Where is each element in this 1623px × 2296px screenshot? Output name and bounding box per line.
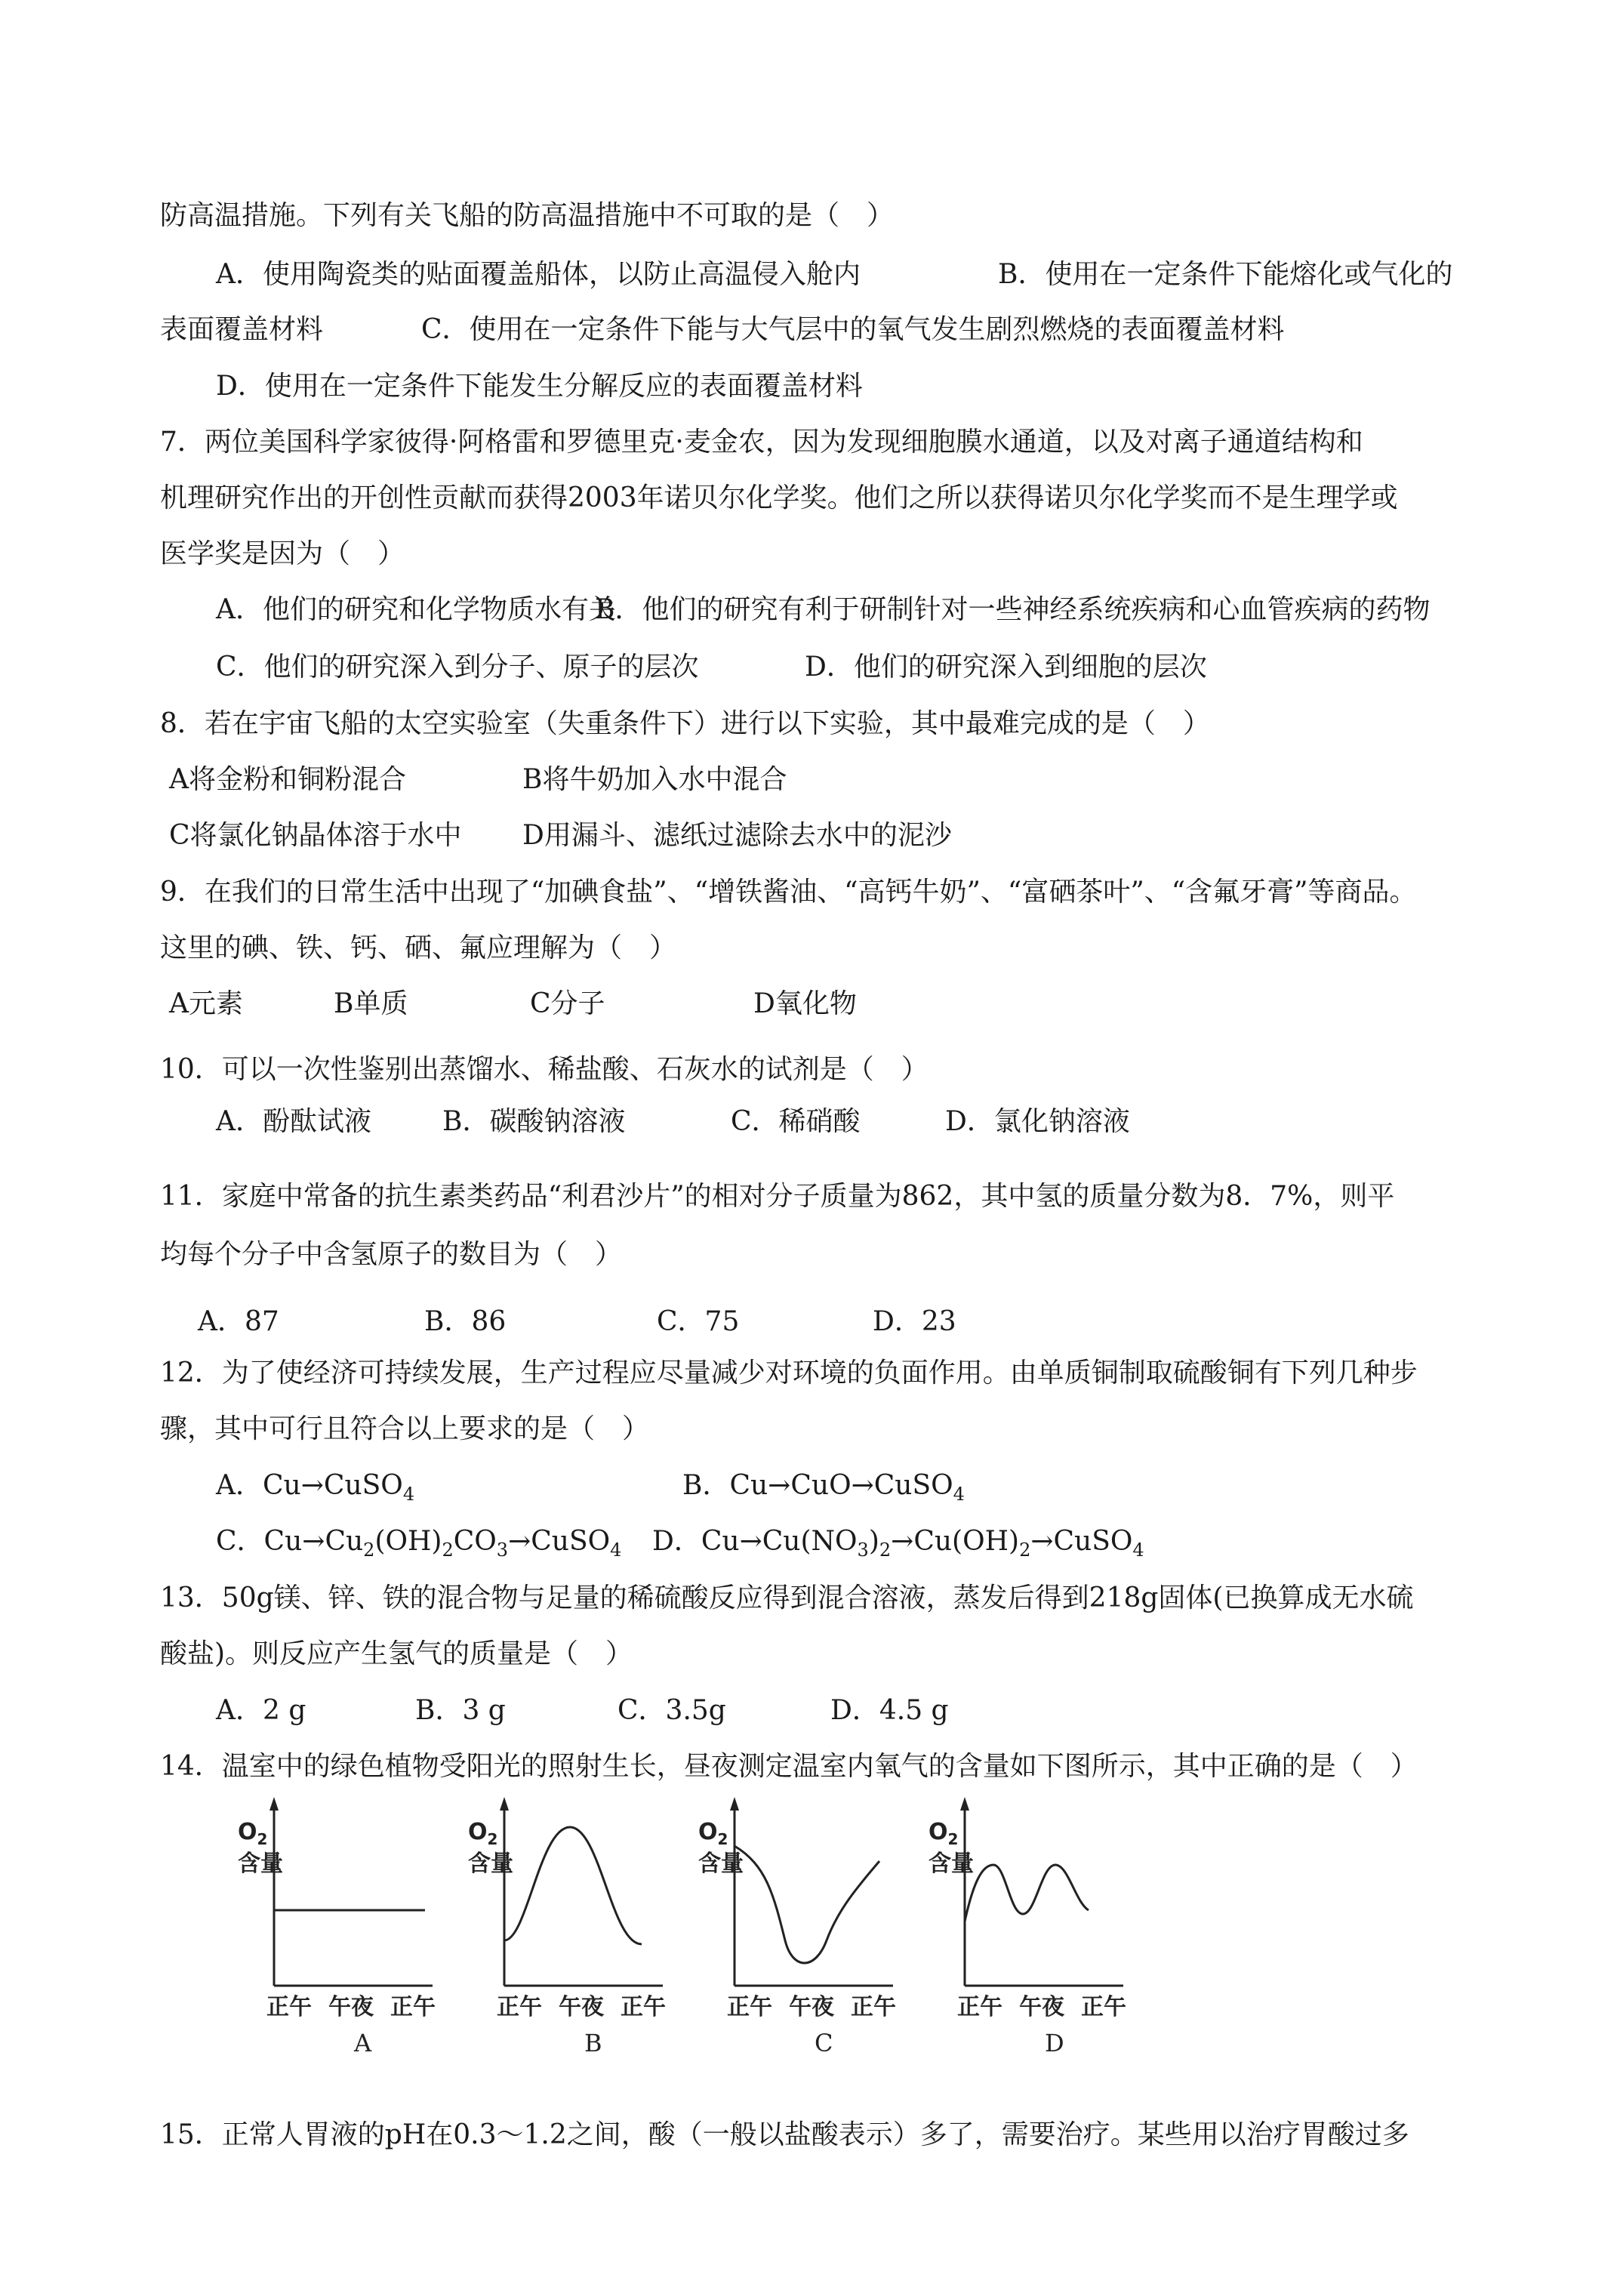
line-text: 均每个分子中含氢原子的数目为（ ） [160, 1239, 623, 1270]
option-c: C．使用在一定条件下能与大气层中的氧气发生剧烈燃烧的表面覆盖材料 [421, 314, 1285, 345]
option-a: A．2 g [216, 1695, 306, 1726]
tick-noon: 正午 [390, 1994, 436, 2020]
formula-text: →Cu(OH) [891, 1526, 1020, 1557]
graph-caption: B [584, 2029, 602, 2057]
question-11: 11．家庭中常备的抗生素类药品“利君沙片”的相对分子质量为862，其中氢的质量分数为8．7%，则平 [160, 1181, 1395, 1212]
y-axis-unit: 含量 [468, 1851, 513, 1877]
graph-c-plot [691, 1789, 917, 2001]
tick-midnight: 午夜 [559, 1994, 604, 2020]
option-a: A将金粉和铜粉混合 [169, 764, 406, 795]
option-b-continued: 表面覆盖材料 [160, 314, 324, 345]
tick-noon: 正午 [497, 1994, 542, 2020]
graph-c [691, 1789, 917, 2080]
line-text: 酸盐)。则反应产生氢气的质量是（ ） [160, 1638, 633, 1669]
formula-text: (OH) [374, 1526, 442, 1557]
option-d: D．氯化钠溶液 [945, 1106, 1130, 1137]
option-a: A元素 [169, 988, 243, 1019]
graph-d-plot [921, 1789, 1147, 2001]
question-7: 7．两位美国科学家彼得·阿格雷和罗德里克·麦金农，因为发现细胞膜水通道，以及对离子通道结构和 [160, 427, 1363, 458]
option-b: B．他们的研究有利于研制针对一些神经系统疾病和心血管疾病的药物 [595, 594, 1431, 625]
tick-midnight: 午夜 [1019, 1994, 1064, 2020]
option-d: D．他们的研究深入到细胞的层次 [805, 652, 1207, 683]
formula-text: ) [868, 1526, 879, 1557]
option-c: C将氯化钠晶体溶于水中 [169, 820, 462, 851]
question-9: 9．在我们的日常生活中出现了“加碘食盐”、“增铁酱油、“高钙牛奶”、“富硒茶叶”、“含氟牙膏”等商品。 [160, 877, 1417, 908]
subscript: 2 [1019, 1539, 1031, 1561]
subscript: 3 [857, 1539, 869, 1561]
question-10: 10．可以一次性鉴别出蒸馏水、稀盐酸、石灰水的试剂是（ ） [160, 1054, 929, 1085]
y-axis-unit: 含量 [929, 1851, 974, 1877]
graph-caption: D [1045, 2029, 1064, 2057]
formula-text: A．Cu→CuSO [216, 1470, 403, 1501]
subscript: 3 [496, 1539, 509, 1561]
option-d: D．使用在一定条件下能发生分解反应的表面覆盖材料 [216, 371, 863, 402]
question-12: 12．为了使经济可持续发展，生产过程应尽量减少对环境的负面作用。由单质铜制取硫酸铜有下列几种步 [160, 1358, 1418, 1388]
option-c: C．稀硝酸 [731, 1106, 861, 1137]
option-c: C．75 [657, 1306, 740, 1337]
y-axis-unit: 含量 [698, 1851, 744, 1877]
option-d: D用漏斗、滤纸过滤除去水中的泥沙 [522, 820, 952, 851]
option-b: B．使用在一定条件下能熔化或气化的 [998, 259, 1453, 290]
tick-midnight: 午夜 [328, 1994, 374, 2020]
y-axis-unit: 含量 [238, 1851, 283, 1877]
line-text: 医学奖是因为（ ） [160, 538, 405, 569]
formula-text: →CuSO [1030, 1526, 1133, 1557]
formula-option-c [216, 1525, 621, 1567]
tick-noon: 正午 [1081, 1994, 1126, 2020]
option-a: A．酚酞试液 [216, 1106, 371, 1137]
option-b: B．碳酸钠溶液 [442, 1106, 626, 1137]
y-axis-label: $O_2$ [468, 1819, 498, 1848]
option-c: C分子 [530, 988, 605, 1019]
subscript: 2 [442, 1539, 454, 1561]
graph-d [921, 1789, 1147, 2080]
graph-caption: C [815, 2029, 833, 2057]
subscript: 2 [363, 1539, 375, 1561]
tick-midnight: 午夜 [789, 1994, 834, 2020]
o2-curve [735, 1846, 879, 1963]
line-text: 防高温措施。下列有关飞船的防高温措施中不可取的是（ ） [160, 200, 895, 231]
y-axis-label: $O_2$ [698, 1819, 728, 1848]
formula-option-d [652, 1525, 1144, 1567]
option-d: D．23 [873, 1306, 956, 1337]
graph-caption: A [354, 2029, 372, 2057]
tick-noon: 正午 [957, 1994, 1002, 2020]
tick-noon: 正午 [851, 1994, 896, 2020]
subscript: 4 [402, 1484, 415, 1505]
option-a: A．他们的研究和化学物质水有关 [216, 594, 616, 625]
option-b: B．86 [424, 1306, 507, 1337]
y-axis-label: $O_2$ [929, 1819, 959, 1848]
graph-b [460, 1789, 687, 2080]
formula-text: B．Cu→CuO→CuSO [682, 1470, 953, 1501]
option-b: B．3 g [415, 1695, 506, 1726]
option-d: D氧化物 [753, 988, 857, 1019]
option-b: B单质 [334, 988, 408, 1019]
formula-option-a [216, 1469, 414, 1511]
line-text: 这里的碘、铁、钙、硒、氟应理解为（ ） [160, 932, 677, 963]
line-text: 骤，其中可行且符合以上要求的是（ ） [160, 1413, 650, 1444]
tick-noon: 正午 [266, 1994, 312, 2020]
question-15: 15．正常人胃液的pH在0.3～1.2之间，酸（一般以盐酸表示）多了，需要治疗。某些用以治疗胃酸过多 [160, 2119, 1409, 2150]
option-c: C．他们的研究深入到分子、原子的层次 [216, 652, 699, 683]
subscript: 4 [1132, 1539, 1144, 1561]
option-a: A．使用陶瓷类的贴面覆盖船体，以防止高温侵入舱内 [216, 259, 861, 290]
graph-a [230, 1789, 457, 2080]
formula-option-b [682, 1469, 965, 1511]
option-c: C．3.5g [617, 1695, 726, 1726]
option-b: B将牛奶加入水中混合 [522, 764, 787, 795]
option-a: A．87 [198, 1306, 279, 1337]
o2-curve [504, 1827, 642, 1944]
subscript: 4 [610, 1539, 622, 1561]
tick-noon: 正午 [621, 1994, 666, 2020]
line-text: 机理研究作出的开创性贡献而获得2003年诺贝尔化学奖。他们之所以获得诺贝尔化学奖而不是生理学或 [160, 482, 1398, 513]
formula-text: C．Cu→Cu [216, 1526, 364, 1557]
question-13: 13．50g镁、锌、铁的混合物与足量的稀硫酸反应得到混合溶液，蒸发后得到218g固体(已换算成无水硫 [160, 1583, 1414, 1613]
graph-b-plot [460, 1789, 687, 2001]
formula-text: CO [453, 1526, 497, 1557]
subscript: 4 [953, 1484, 965, 1505]
question-8: 8．若在宇宙飞船的太空实验室（失重条件下）进行以下实验，其中最难完成的是（ ） [160, 708, 1210, 739]
option-d: D．4.5 g [830, 1695, 949, 1726]
formula-text: D．Cu→Cu(NO [652, 1526, 858, 1557]
formula-text: →CuSO [508, 1526, 611, 1557]
o2-curve [965, 1865, 1089, 1922]
graph-a-plot [230, 1789, 457, 2001]
tick-noon: 正午 [727, 1994, 772, 2020]
question-14: 14．温室中的绿色植物受阳光的照射生长，昼夜测定温室内氧气的含量如下图所示，其中正确的是（ ） [160, 1751, 1418, 1782]
subscript: 2 [879, 1539, 892, 1561]
y-axis-label: $O_2$ [238, 1819, 268, 1848]
